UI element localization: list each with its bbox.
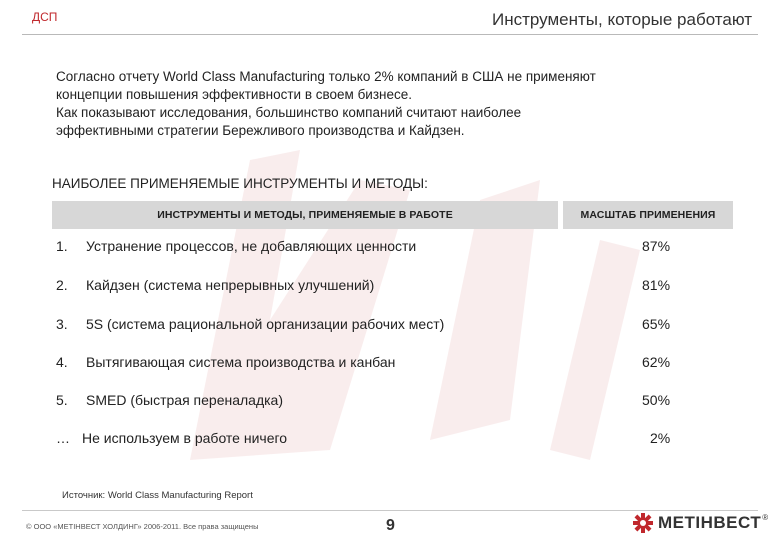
table-row	[56, 354, 736, 374]
title-divider	[22, 34, 758, 35]
table-header-scale: МАСШТАБ ПРИМЕНЕНИЯ	[563, 201, 733, 229]
intro-line: концепции повышения эффективности в своем бизнесе.	[56, 87, 413, 102]
row-number: 4.	[56, 354, 68, 370]
copyright-text: © ООО «МЕТІНВЕСТ ХОЛДИНГ» 2006-2011. Все права защищены	[26, 522, 259, 531]
slide-title: Инструменты, которые работают	[492, 10, 752, 29]
row-number: 1.	[56, 238, 68, 254]
logo-name: МЕТІНВЕСТ	[658, 513, 762, 532]
table-row	[56, 430, 736, 450]
row-label: Устранение процессов, не добавляющих ценности	[86, 238, 417, 254]
metinvest-star-logo-icon	[632, 512, 654, 534]
row-value: 2%	[650, 430, 671, 446]
source-note: Источник: World Class Manufacturing Report	[62, 490, 253, 501]
row-label: 5S (система рациональной организации рабочих мест)	[86, 316, 445, 332]
row-value: 62%	[642, 354, 671, 370]
section-heading: НАИБОЛЕЕ ПРИМЕНЯЕМЫЕ ИНСТРУМЕНТЫ И МЕТОДЫ:	[52, 176, 428, 191]
row-value: 81%	[642, 277, 671, 293]
intro-line: эффективными стратегии Бережливого производства и Кайдзен.	[56, 123, 465, 138]
document-classification-label: ДСП	[32, 10, 58, 24]
table-row	[56, 316, 736, 336]
intro-line: Согласно отчету World Class Manufacturing только 2% компаний в США не применяют	[56, 69, 596, 84]
row-value: 87%	[642, 238, 671, 254]
table-row	[56, 277, 736, 297]
row-number: 5.	[56, 392, 68, 408]
row-label: Вытягивающая система производства и канбан	[86, 354, 396, 370]
row-number: 2.	[56, 277, 68, 293]
intro-paragraph	[56, 68, 736, 140]
company-logo	[632, 512, 769, 534]
table-row	[56, 238, 736, 258]
row-label: Не используем в работе ничего	[82, 430, 288, 446]
row-value: 65%	[642, 316, 671, 332]
intro-line: Как показывают исследования, большинство компаний считают наиболее	[56, 105, 522, 120]
table-row	[56, 392, 736, 412]
registered-mark: ®	[762, 513, 769, 522]
table-header-tools: ИНСТРУМЕНТЫ И МЕТОДЫ, ПРИМЕНЯЕМЫЕ В РАБОТЕ	[52, 201, 558, 229]
background-watermark-icon	[130, 120, 650, 480]
footer-divider	[22, 510, 758, 511]
logo-wordmark	[658, 513, 769, 533]
page-number: 9	[386, 517, 395, 534]
row-value: 50%	[642, 392, 671, 408]
row-label: Кайдзен (система непрерывных улучшений)	[86, 277, 375, 293]
row-number: 3.	[56, 316, 68, 332]
row-label: SMED (быстрая переналадка)	[86, 392, 283, 408]
row-number: …	[56, 430, 70, 446]
